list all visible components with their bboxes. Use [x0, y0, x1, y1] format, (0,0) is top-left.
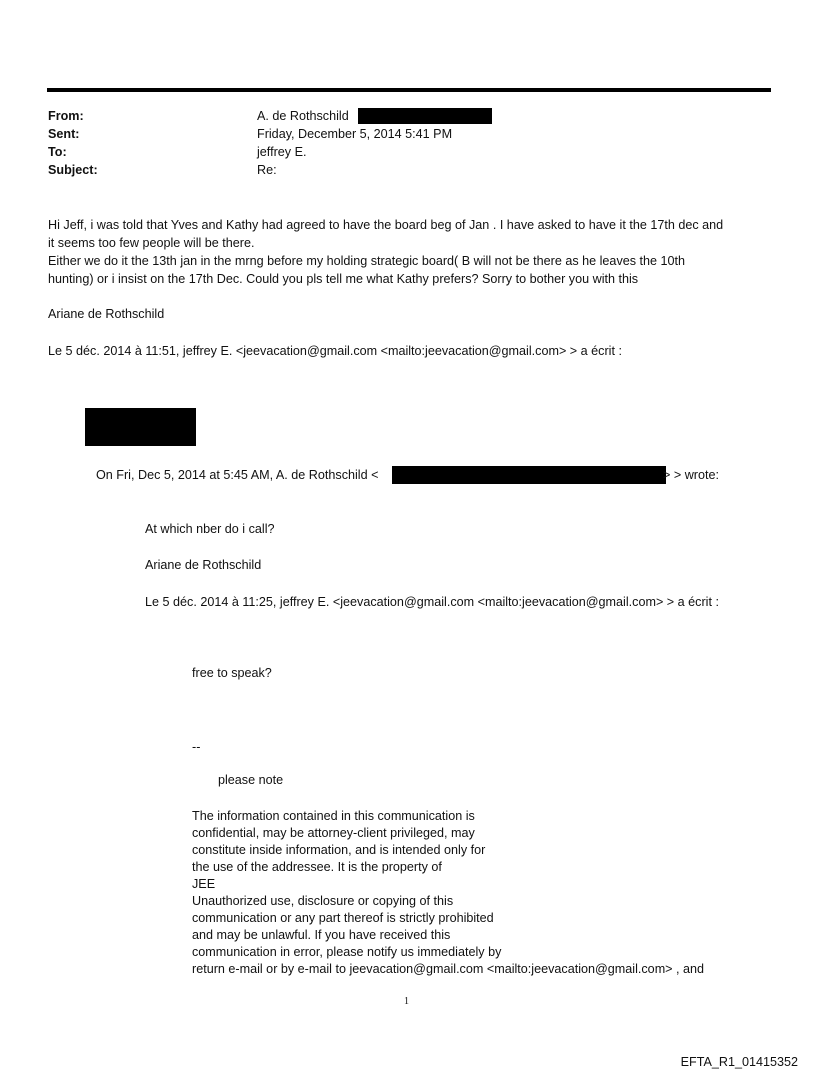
question-text: At which nber do i call? — [145, 522, 275, 536]
redaction-box — [85, 408, 196, 446]
disclaimer-line: Unauthorized use, disclosure or copying of this — [192, 894, 454, 908]
from-label: From: — [48, 109, 84, 123]
disclaimer-line: the use of the addressee. It is the property of — [192, 860, 442, 874]
disclaimer-line: The information contained in this communication is — [192, 809, 475, 823]
disclaimer-line: return e-mail or by e-mail to jeevacation@gmail.com <mailto:jeevacation@gmail.com> , and — [192, 962, 705, 976]
subject-value: Re: — [257, 163, 277, 177]
please-note: please note — [218, 773, 284, 787]
header-rule — [47, 88, 771, 92]
sent-label: Sent: — [48, 127, 80, 141]
body-line: Hi Jeff, i was told that Yves and Kathy had agreed to have the board beg of Jan . I have asked to have it the 17th dec and — [48, 218, 724, 232]
disclaimer-line: constitute inside information, and is intended only for — [192, 843, 486, 857]
quote-intro: Le 5 déc. 2014 à 11:51, jeffrey E. <jeevacation@gmail.com <mailto:jeevacation@gmail.com> > a écrit : — [48, 344, 622, 358]
disclaimer-line: communication in error, please notify us immediately by — [192, 945, 502, 959]
redaction-box — [358, 108, 492, 124]
disclaimer-line: communication or any part thereof is strictly prohibited — [192, 911, 494, 925]
quote-intro: Le 5 déc. 2014 à 11:25, jeffrey E. <jeevacation@gmail.com <mailto:jeevacation@gmail.com> > a écrit : — [145, 595, 719, 609]
body-line: hunting) or i insist on the 17th Dec. Could you pls tell me what Kathy prefers? Sorry to bother you with this — [48, 272, 639, 286]
subject-label: Subject: — [48, 163, 98, 177]
page-number: 1 — [404, 996, 409, 1007]
signature-separator: -- — [192, 740, 201, 754]
body-line: Either we do it the 13th jan in the mrng before my holding strategic board( B will not be there as he leaves the 10th — [48, 254, 686, 268]
disclaimer-line: and may be unlawful. If you have received this — [192, 928, 451, 942]
signature: Ariane de Rothschild — [145, 558, 262, 572]
message-text: free to speak? — [192, 666, 272, 680]
sent-value: Friday, December 5, 2014 5:41 PM — [257, 127, 453, 141]
document-id: EFTA_R1_01415352 — [680, 1055, 798, 1069]
signature: Ariane de Rothschild — [48, 307, 165, 321]
wrote-line-prefix: On Fri, Dec 5, 2014 at 5:45 AM, A. de Rothschild < — [96, 468, 379, 482]
disclaimer-line: confidential, may be attorney-client privileged, may — [192, 826, 475, 840]
body-line: it seems too few people will be there. — [48, 236, 255, 250]
to-label: To: — [48, 145, 67, 159]
disclaimer-line: JEE — [192, 877, 216, 891]
redaction-box — [392, 466, 666, 484]
from-value: A. de Rothschild — [257, 109, 349, 123]
wrote-line-suffix: > > wrote: — [663, 468, 720, 482]
to-value: jeffrey E. — [257, 145, 307, 159]
